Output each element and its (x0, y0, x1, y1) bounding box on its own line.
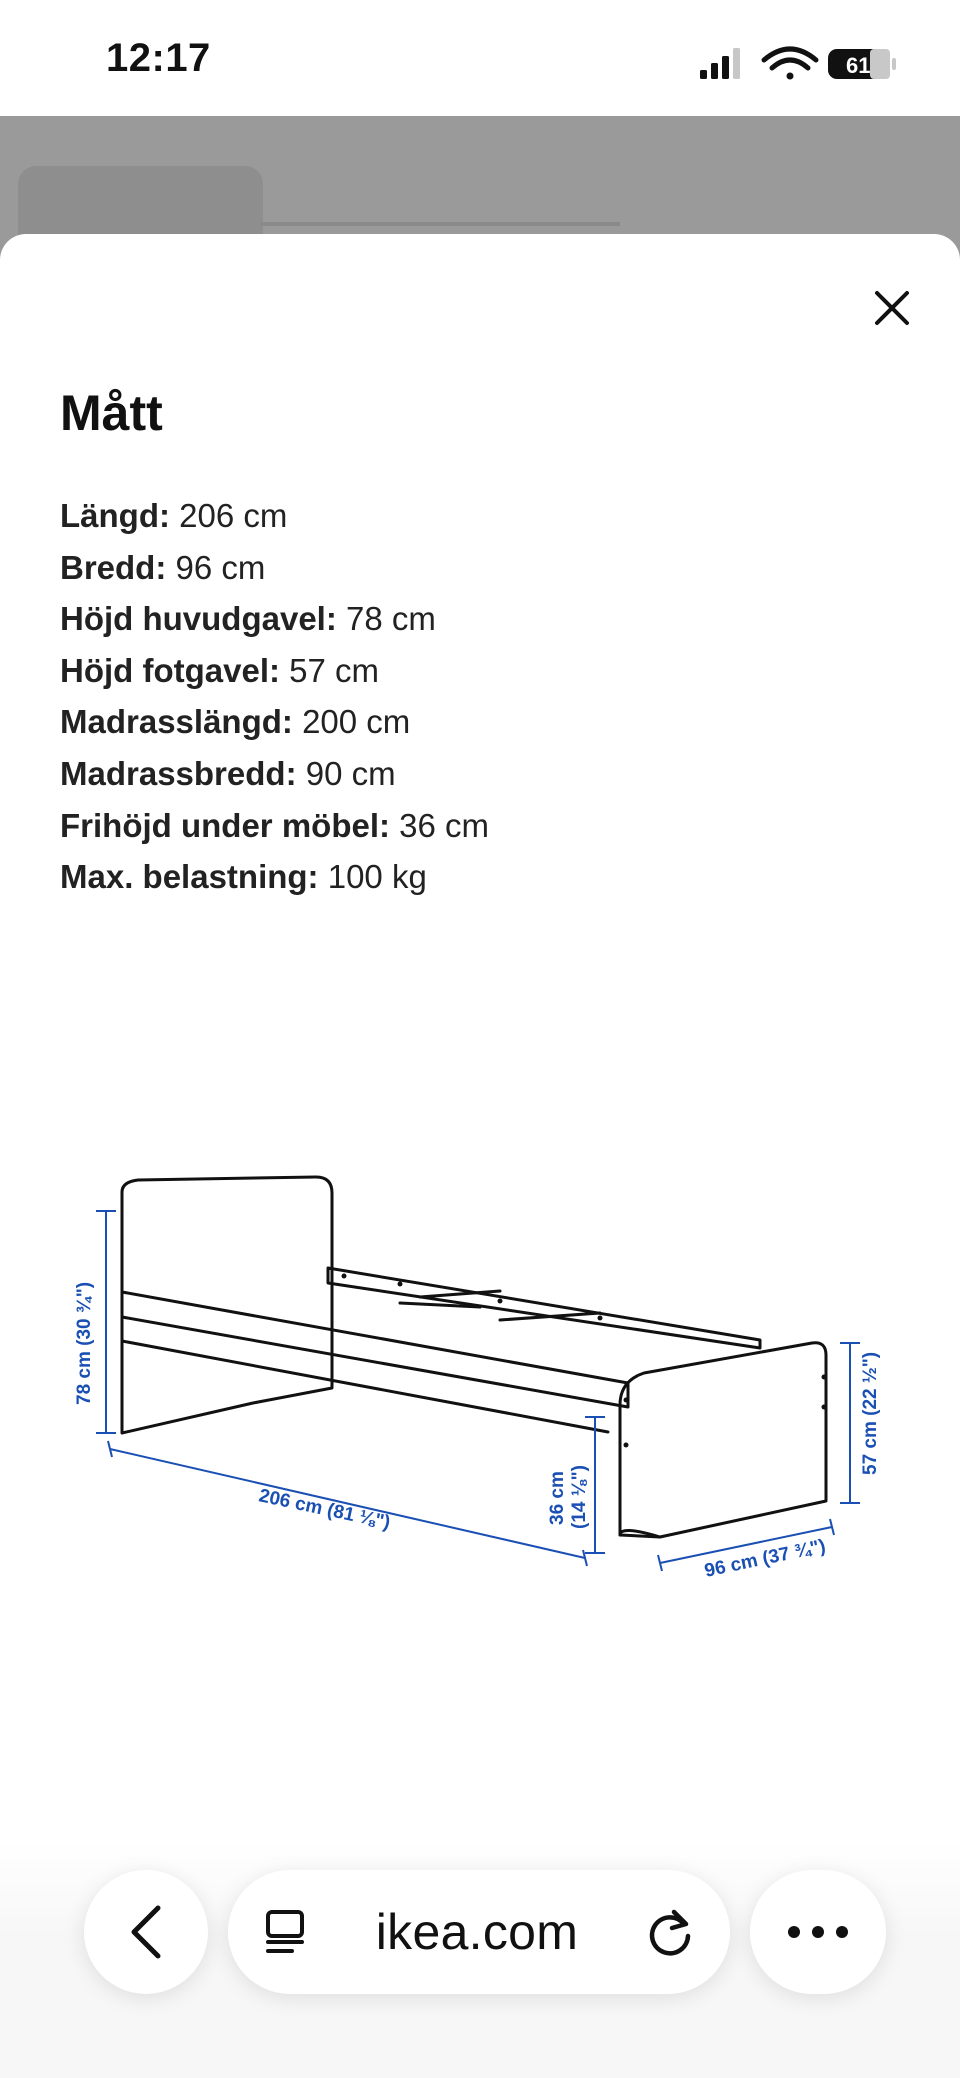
browser-toolbar (0, 1840, 960, 2078)
dimension-label: Bredd: (60, 548, 167, 586)
headboard-height-label: 78 cm (30 ¾") (74, 1281, 95, 1405)
status-time: 12:17 (106, 36, 211, 80)
dimension-value: 96 cm (175, 548, 266, 586)
status-bar (0, 0, 960, 116)
sheet-title: Mått (60, 385, 163, 441)
bed-dimension-drawing (60, 1145, 900, 1705)
wifi-icon (764, 49, 816, 80)
dimension-value: 90 cm (305, 754, 396, 792)
dimension-label: Höjd fotgavel: (60, 651, 280, 689)
backdrop-divider (260, 222, 620, 226)
reload-icon[interactable] (644, 1906, 696, 1958)
width-label: 96 cm (37 ¾") (702, 1535, 828, 1582)
dimension-value: 36 cm (399, 806, 490, 844)
close-icon (874, 290, 910, 326)
battery-icon (828, 49, 896, 79)
address-bar[interactable] (228, 1870, 730, 1994)
dimension-label: Madrasslängd: (60, 703, 293, 741)
dimension-row (60, 851, 489, 903)
dimension-value: 100 kg (327, 858, 427, 896)
headboard (122, 1177, 332, 1433)
dimension-value: 206 cm (179, 497, 288, 534)
url-text[interactable]: ikea.com (375, 1904, 579, 1960)
status-icons (700, 44, 900, 84)
dimension-row (60, 800, 489, 852)
dimension-label: Max. belastning: (60, 858, 319, 896)
close-button[interactable] (860, 276, 924, 340)
dimension-row (60, 645, 489, 697)
back-rail (328, 1268, 760, 1348)
clearance-label-cm: 36 cm (547, 1471, 568, 1525)
dimension-row (60, 542, 489, 594)
length-label: 206 cm (81 ⅛") (256, 1485, 393, 1534)
dimension-label: Frihöjd under möbel: (60, 806, 390, 844)
dimension-value: 57 cm (289, 651, 380, 689)
footboard (620, 1343, 826, 1537)
more-button[interactable] (750, 1870, 886, 1994)
dimension-label: Höjd huvudgavel: (60, 600, 337, 638)
dimension-row (60, 748, 489, 800)
battery-level: 61 (846, 53, 871, 78)
dimension-value: 200 cm (302, 703, 411, 741)
reader-icon[interactable] (262, 1908, 310, 1956)
footboard-height-label: 57 cm (22 ½") (860, 1351, 881, 1475)
more-icon (786, 1924, 850, 1940)
chevron-left-icon (126, 1904, 166, 1960)
dimension-row (60, 593, 489, 645)
dimension-label: Längd: (60, 497, 170, 534)
dimension-value: 78 cm (346, 600, 436, 638)
dimension-row (60, 490, 489, 542)
dimension-label: Madrassbredd: (60, 754, 297, 792)
dimensions-list (60, 490, 489, 903)
back-button[interactable] (84, 1870, 208, 1994)
dimension-row (60, 696, 489, 748)
signal-icon (700, 48, 740, 79)
clearance-label-in: (14 ⅛") (569, 1465, 590, 1529)
